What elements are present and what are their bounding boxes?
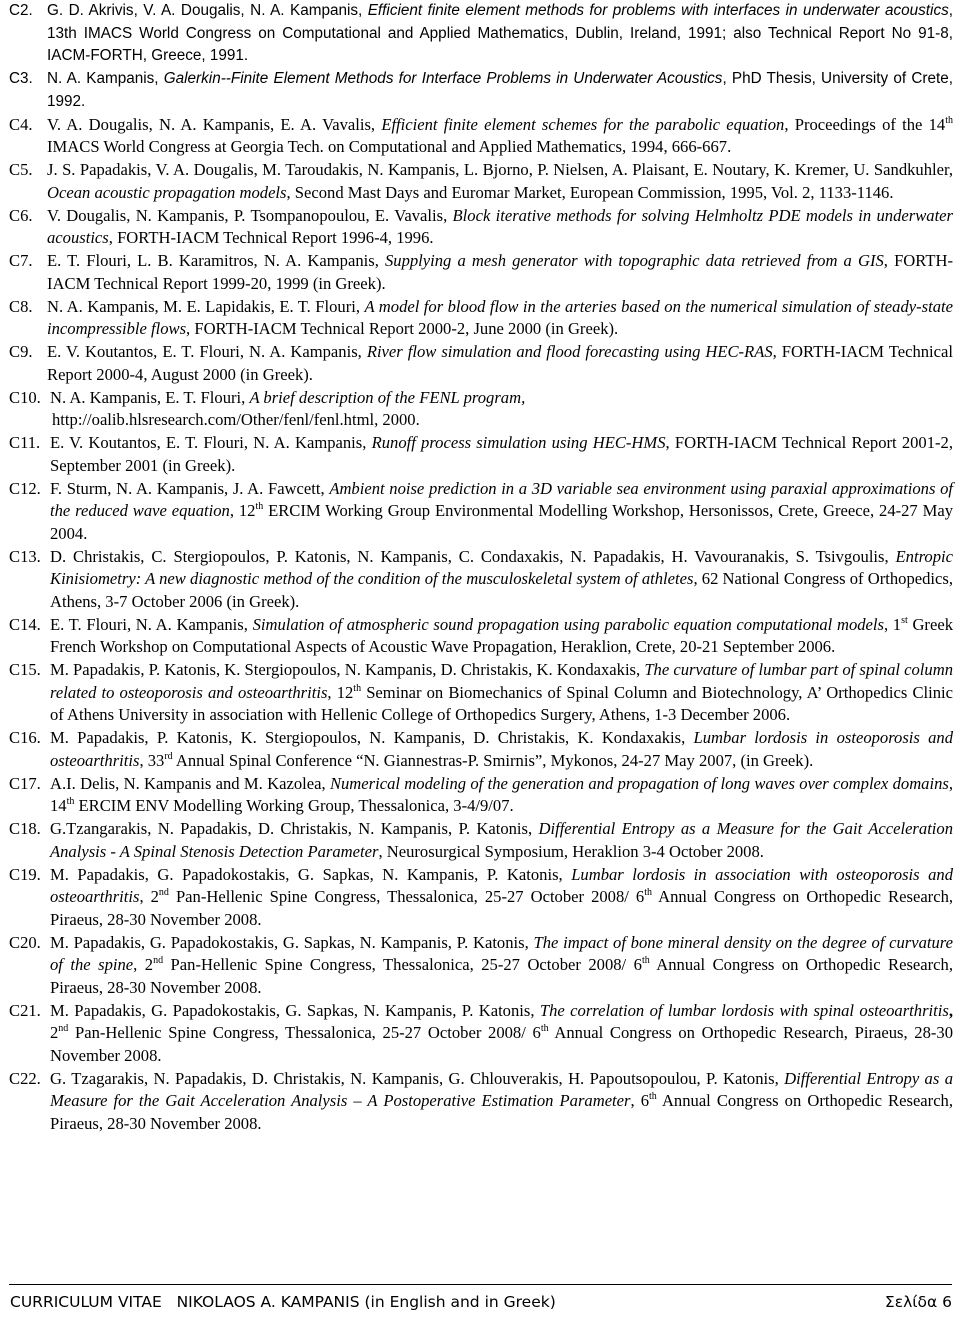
reference-text	[47, 0, 953, 68]
reference-details: , Second Mast Days and Euromar Market, European Commission, 1995, Vol. 2, 1133-1146.	[286, 182, 894, 202]
ordinal-suffix: nd	[158, 887, 169, 898]
reference-details: , 2	[133, 955, 154, 974]
reference-details: , 6	[630, 1091, 650, 1110]
ordinal-suffix: th	[945, 114, 953, 126]
reference-details: Annual Congress on Orthopedic Research, Piraeus, 28-30 November 2008.	[50, 955, 953, 997]
reference-item	[9, 818, 953, 863]
reference-details: , 14	[50, 773, 953, 815]
ordinal-suffix: th	[641, 955, 650, 966]
reference-details: , Neurosurgical Symposium, Heraklion 3-4 October 2008.	[378, 841, 764, 861]
reference-details: , 13th IMACS World Congress on Computational and Applied Mathematics, Dublin, Ireland, 1991; also Technical Report No 91-8, IACM-FORTH, Greece, 1991.	[47, 2, 953, 64]
reference-authors: M. Papadakis, G. Papadokostakis, G. Sapkas, N. Kampanis, P. Katonis,	[50, 864, 572, 884]
reference-item	[9, 432, 953, 477]
reference-details: 2	[50, 1023, 59, 1042]
ordinal-suffix: th	[644, 887, 652, 898]
reference-title: The impact of bone mineral density on the degree of curvature of the spine	[50, 932, 953, 974]
reference-number: C17.	[9, 773, 41, 793]
reference-number: C9.	[9, 342, 33, 361]
reference-item	[9, 296, 953, 341]
ordinal-suffix: th	[353, 682, 362, 694]
footer-divider	[9, 1284, 952, 1285]
reference-title: Supplying a mesh generator with topographic data retrieved from a GIS	[384, 251, 884, 270]
reference-text	[47, 159, 953, 204]
ordinal-suffix: th	[255, 501, 264, 512]
reference-authors: N. A. Kampanis, M. E. Lapidakis, E. T. Flouri,	[47, 296, 365, 316]
reference-item	[9, 1068, 953, 1136]
reference-authors: F. Sturm, N. A. Kampanis, J. A. Fawcett,	[50, 478, 330, 498]
ordinal-suffix: nd	[153, 955, 164, 966]
reference-text	[50, 659, 953, 727]
reference-authors: E. T. Flouri, N. A. Kampanis,	[50, 614, 253, 634]
reference-authors: J. S. Papadakis, V. A. Dougalis, M. Taroudakis, N. Kampanis, L. Bjorno, P. Nielsen, A. Plaisant, E. Noutary, K. Kremer, U. Sandkuhler,	[47, 160, 953, 179]
reference-title: The curvature of lumbar part of spinal column related to osteoporosis and osteoarthritis	[50, 660, 953, 702]
reference-number: C5.	[9, 160, 33, 179]
reference-title: Ambient noise prediction in a 3D variable sea environment using paraxial approximations of the reduced wave equation	[50, 478, 953, 520]
reference-details: , FORTH-IACM Technical Report 1996-4, 1996.	[108, 228, 434, 247]
reference-title: Galerkin--Finite Element Methods for Interface Problems in Underwater Acoustics	[163, 70, 723, 87]
reference-authors: M. Papadakis, P. Katonis, K. Stergiopoulos, N. Kampanis, D. Christakis, K. Kondaxakis,	[50, 728, 694, 747]
reference-text	[47, 296, 953, 341]
reference-details: Annual Spinal Conference “N. Giannestras-P. Smirnis”, Mykonos, 24-27 May 2007, (in Greek).	[172, 750, 814, 770]
reference-details: ERCIM Working Group Environmental Modelling Workshop, Hersonissos, Crete, Greece, 24-27 May 2004.	[50, 501, 954, 543]
reference-item	[9, 205, 953, 250]
reference-details: , FORTH-IACM Technical Report 2000-4, August 2000 (in Greek).	[47, 342, 953, 384]
reference-number: C11.	[9, 433, 41, 452]
reference-text	[50, 1068, 953, 1136]
reference-authors: G.Tzangarakis, N. Papadakis, D. Christakis, N. Kampanis, P. Katonis,	[50, 819, 539, 838]
reference-item	[9, 932, 953, 1000]
reference-item	[9, 864, 953, 932]
reference-text	[50, 478, 953, 546]
reference-number: C7.	[9, 251, 33, 270]
reference-number: C13.	[9, 546, 41, 566]
reference-item	[9, 478, 953, 546]
reference-number: C18.	[9, 819, 41, 838]
reference-details: Pan-Hellenic Spine Congress, Thessalonica, 25-27 October 2008/ 6	[68, 1023, 541, 1042]
reference-authors: E. V. Koutantos, E. T. Flouri, N. A. Kampanis,	[47, 342, 367, 361]
reference-title: Efficient finite element methods for problems with interfaces in underwater acoustics	[367, 2, 949, 19]
reference-details: ERCIM ENV Modelling Working Group, Thessalonica, 3-4/9/07.	[74, 796, 514, 815]
reference-text	[50, 1000, 953, 1068]
ordinal-suffix: th	[540, 1023, 549, 1034]
reference-title: Numerical modeling of the generation and propagation of long waves over complex domains	[329, 773, 949, 793]
reference-item	[9, 659, 953, 727]
reference-details: , FORTH-IACM Technical Report 2001-2, September 2001 (in Greek).	[50, 433, 953, 475]
reference-details: , 62 National Congress of Orthopedics, Athens, 3-7 October 2006 (in Greek).	[50, 569, 953, 611]
reference-details: Annual Congress on Orthopedic Research, Piraeus, 28-30 November 2008.	[50, 887, 954, 929]
reference-text	[47, 250, 953, 295]
reference-text	[47, 341, 953, 386]
reference-item	[9, 614, 953, 659]
reference-details: , FORTH-IACM Technical Report 1999-20, 1999 (in Greek).	[47, 251, 954, 293]
reference-details: , 12	[327, 682, 354, 702]
reference-item	[9, 114, 953, 159]
reference-authors: D. Christakis, C. Stergiopoulos, P. Katonis, N. Kampanis, C. Condaxakis, N. Papadakis, H. Vavouranakis, S. Tsivgoulis,	[50, 546, 896, 566]
reference-item	[9, 0, 953, 68]
reference-authors: G. D. Akrivis, V. A. Dougalis, N. A. Kampanis,	[47, 2, 368, 19]
reference-details: , 33	[139, 750, 165, 770]
reference-item	[9, 387, 953, 432]
reference-authors: E. T. Flouri, L. B. Karamitros, N. A. Kampanis,	[47, 251, 385, 270]
reference-title: The correlation of lumbar lordosis with spinal osteoarthritis	[539, 1000, 949, 1020]
reference-text	[47, 114, 953, 159]
references-list	[9, 0, 953, 1136]
reference-authors: G. Tzagarakis, N. Papadakis, D. Christakis, N. Kampanis, G. Chlouverakis, H. Papoutsopoulou, P. Katonis,	[50, 1068, 785, 1088]
ordinal-suffix: th	[649, 1091, 657, 1102]
reference-title: A brief description of the FENL program,	[249, 387, 526, 407]
reference-details: Seminar on Biomechanics of Spinal Column and Biotechnology, A’ Orthopedics Clinic of Athens University in association with Hellenic College of Orthopedics Surgery, Athens, 1-3 December 2006.	[50, 682, 954, 724]
reference-text	[50, 932, 953, 1000]
reference-details: , Proceedings of the 14	[784, 114, 946, 134]
reference-details: Pan-Hellenic Spine Congress, Thessalonica, 25-27 October 2008/ 6	[163, 955, 642, 974]
reference-title: River flow simulation and flood forecasting using HEC-RAS	[366, 342, 773, 361]
reference-url: http://oalib.hlsresearch.com/Other/fenl/fenl.html, 2000.	[52, 410, 420, 429]
reference-item	[9, 250, 953, 295]
reference-details: , PhD Thesis, University of Crete, 1992.	[47, 70, 953, 110]
reference-authors: M. Papadakis, G. Papadokostakis, G. Sapkas, N. Kampanis, P. Katonis,	[50, 932, 534, 952]
reference-number: C8.	[9, 296, 33, 316]
reference-details: Pan-Hellenic Spine Congress, Thessalonica, 25-27 October 2008/ 6	[168, 887, 645, 906]
reference-text	[50, 773, 953, 818]
reference-item	[9, 773, 953, 818]
reference-number: C15.	[9, 660, 41, 679]
reference-item	[9, 159, 953, 204]
reference-text	[47, 68, 953, 113]
ordinal-suffix: th	[66, 796, 75, 807]
reference-number: C3.	[9, 70, 33, 87]
reference-text	[50, 727, 953, 772]
reference-item	[9, 546, 953, 614]
reference-details: , 12	[229, 501, 256, 520]
reference-title: Simulation of atmospheric sound propagation using parabolic equation computational models	[252, 614, 884, 634]
reference-details: IMACS World Congress at Georgia Tech. on Computational and Applied Mathematics, 1994, 666-667.	[47, 137, 732, 156]
ordinal-suffix: rd	[164, 750, 173, 762]
reference-authors: V. Dougalis, N. Kampanis, P. Tsompanopoulou, E. Vavalis,	[47, 205, 453, 225]
reference-title: Differential Entropy as a Measure for the Gait Acceleration Analysis - A Spinal Stenosis Detection Parameter	[50, 819, 954, 861]
page-footer	[10, 1293, 952, 1311]
reference-title: Efficient finite element schemes for the parabolic equation	[381, 114, 785, 134]
reference-item	[9, 68, 953, 113]
reference-item	[9, 1000, 953, 1068]
reference-authors: M. Papadakis, G. Papadokostakis, G. Sapkas, N. Kampanis, P. Katonis,	[50, 1000, 540, 1020]
reference-authors: N. A. Kampanis,	[47, 70, 164, 87]
reference-number: C4.	[9, 114, 33, 134]
reference-authors: N. A. Kampanis, E. T. Flouri,	[50, 387, 250, 407]
reference-details: Annual Congress on Orthopedic Research, Piraeus, 28-30 November 2008.	[50, 1023, 953, 1065]
reference-punct: ,	[948, 1000, 953, 1020]
reference-text	[50, 864, 953, 932]
reference-title: Differential Entropy as a Measure for the Gait Acceleration Analysis – A Postoperative Estimation Parameter	[50, 1068, 953, 1110]
reference-text	[50, 432, 953, 477]
reference-number: C6.	[9, 205, 33, 225]
reference-details: , FORTH-IACM Technical Report 2000-2, June 2000 (in Greek).	[186, 319, 619, 338]
reference-title: Ocean acoustic propagation models	[47, 182, 287, 202]
reference-title: Entropic Kinisiometry: A new diagnostic method of the condition of the musculoskeletal system of athletes	[50, 546, 953, 588]
reference-number: C14.	[9, 614, 41, 634]
reference-number: C12.	[9, 478, 41, 498]
reference-text	[50, 387, 953, 432]
reference-title: Block iterative methods for solving Helmholtz PDE models in underwater acoustics	[47, 205, 953, 247]
reference-details: , 2	[139, 887, 159, 906]
reference-authors: M. Papadakis, P. Katonis, K. Stergiopoulos, N. Kampanis, D. Christakis, K. Kondaxakis,	[50, 660, 645, 679]
reference-item	[9, 341, 953, 386]
ordinal-suffix: st	[901, 614, 908, 626]
reference-text	[50, 818, 953, 863]
reference-title: Lumbar lordosis in association with osteoporosis and osteoarthritis	[50, 864, 954, 906]
reference-authors: E. V. Koutantos, E. T. Flouri, N. A. Kampanis,	[50, 433, 372, 452]
reference-item	[9, 727, 953, 772]
reference-authors: V. A. Dougalis, N. A. Kampanis, E. A. Vavalis,	[47, 114, 382, 134]
reference-details: , 1	[883, 614, 902, 634]
reference-number: C19.	[9, 864, 41, 884]
reference-number: C2.	[9, 2, 33, 19]
reference-details: Annual Congress on Orthopedic Research, Piraeus, 28-30 November 2008.	[50, 1091, 954, 1133]
ordinal-suffix: nd	[58, 1023, 69, 1034]
reference-text	[50, 546, 953, 614]
reference-details: Greek French Workshop on Computational Aspects of Acoustic Wave Propagation, Heraklion, Crete, 20-21 September 2006.	[50, 614, 953, 656]
reference-number: C16.	[9, 728, 41, 747]
reference-number: C21.	[9, 1000, 41, 1020]
page-number: Σελίδα 6	[884, 1293, 952, 1311]
reference-text	[50, 614, 953, 659]
reference-title: A model for blood flow in the arteries based on the numerical simulation of steady-state incompressible flows	[47, 296, 953, 338]
reference-authors: A.I. Delis, N. Kampanis and M. Kazolea,	[50, 773, 330, 793]
footer-title: CURRICULUM VITAE NIKOLAOS A. KAMPANIS (in English and in Greek)	[10, 1293, 556, 1311]
reference-number: C22.	[9, 1068, 41, 1088]
reference-number: C10.	[9, 387, 41, 407]
reference-title: Runoff process simulation using HEC-HMS	[371, 433, 666, 452]
reference-title: Lumbar lordosis in osteoporosis and osteoarthritis	[50, 728, 954, 770]
reference-text	[47, 205, 953, 250]
reference-number: C20.	[9, 932, 41, 952]
